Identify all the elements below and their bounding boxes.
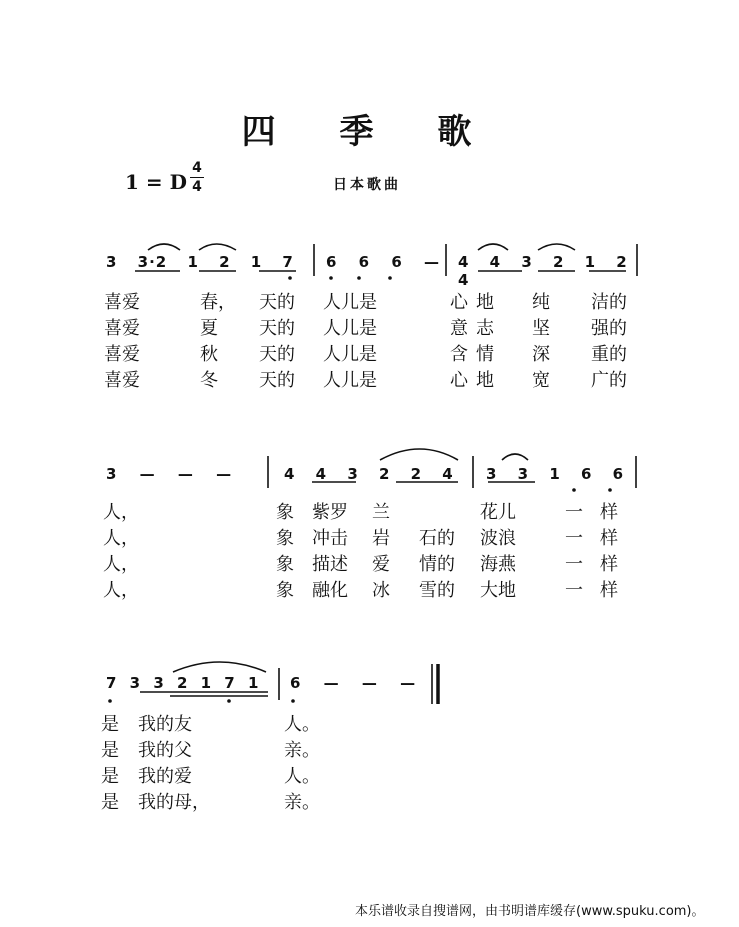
lyric: 海燕 [480,554,516,575]
line1-measure3: 4 4 3 2 1 2 4 [458,253,628,289]
tie [478,244,508,250]
lyric: 春， [200,292,236,313]
line1-measure2: 6 6 6 — [326,253,440,271]
lyric: 天的 [259,344,295,365]
lyric: 心 [450,292,468,313]
lyric: 人。 [284,766,320,787]
lyric: 亲。 [284,792,320,813]
lyric: 人， [103,528,139,549]
lyric: 广的 [591,370,627,391]
octave-dot [357,276,361,280]
lyric: 石的 [419,528,455,549]
lyric: 天的 [259,370,295,391]
time-signature-bottom: 4 [192,179,202,195]
octave-dot [608,488,612,492]
lyric: 人儿是 [323,370,377,391]
lyric: 我的友 [138,714,192,735]
lyric: 样 [600,580,618,601]
octave-dot [572,488,576,492]
tie [502,454,528,460]
lyric: 天的 [259,292,295,313]
lyric: 含 [450,344,468,365]
tie [173,662,266,672]
octave-dot [108,699,112,703]
lyric: 冲击 [312,528,348,549]
lyric: 一 [565,554,583,575]
lyric: 情的 [419,554,455,575]
lyric: 喜爱 [104,318,140,339]
lyric: 是 [101,714,119,735]
lyric: 人， [103,554,139,575]
lyric: 天的 [259,318,295,339]
lyric: 地 [476,370,494,391]
lyric: 岩 [372,528,390,549]
lyric: 我的母， [138,792,210,813]
lyric: 一 [565,580,583,601]
lyric: 象 [276,554,294,575]
source-footer: 本乐谱收录自搜谱网，由书明谱库缓存(www.spuku.com)。 [355,904,705,919]
line2-measure2: 4 4 3 2 2 4 [284,465,454,483]
line1-measure1: 3 3·2 1 2 1 7 [106,253,294,271]
lyric: 人。 [284,714,320,735]
lyric: 一 [565,528,583,549]
octave-dot [227,699,231,703]
octave-dot [291,699,295,703]
tie [380,449,458,460]
lyric: 意 [450,318,468,339]
line3-measure2: 6 — — — [290,674,417,692]
octave-dot [329,276,333,280]
lyric: 喜爱 [104,344,140,365]
lyric: 爱 [372,554,390,575]
lyric: 深 [532,344,550,365]
song-title: 四 季 歌 [241,112,498,152]
lyric: 融化 [312,580,348,601]
lyric: 心 [450,370,468,391]
lyric: 亲。 [284,740,320,761]
lyric: 冰 [372,580,390,601]
lyric: 大地 [480,580,516,601]
lyric: 象 [276,528,294,549]
time-signature-top: 4 [192,160,202,176]
lyric: 是 [101,792,119,813]
tie [148,244,180,250]
lyric: 坚 [532,318,550,339]
lyric: 是 [101,740,119,761]
lyric: 雪的 [419,580,455,601]
lyric: 人， [103,502,139,523]
octave-dot [288,276,292,280]
lyric: 宽 [532,370,550,391]
lyric: 象 [276,580,294,601]
lyric: 我的父 [138,740,192,761]
lyric: 志 [476,318,494,339]
lyric: 秋 [200,344,218,365]
lyric: 纯 [532,292,550,313]
lyric: 人， [103,580,139,601]
lyric: 夏 [200,318,218,339]
lyric: 描述 [312,554,348,575]
lyric: 花儿 [480,502,516,523]
lyric: 地 [476,292,494,313]
lyric: 强的 [591,318,627,339]
lyric: 一 [565,502,583,523]
line2-measure1: 3 — — — [106,465,233,483]
tie [199,244,236,250]
lyric: 样 [600,528,618,549]
lyric: 喜爱 [104,370,140,391]
lyric: 是 [101,766,119,787]
tie [538,244,575,250]
composer-credit: 日本歌曲 [333,177,401,193]
lyric: 样 [600,502,618,523]
lyric: 样 [600,554,618,575]
lyric: 波浪 [480,528,516,549]
lyric: 人儿是 [323,344,377,365]
lyric: 象 [276,502,294,523]
lyric: 重的 [591,344,627,365]
lyric: 兰 [372,502,390,523]
lyric: 情 [476,344,494,365]
lyric: 紫罗 [312,502,348,523]
lyric: 洁的 [591,292,627,313]
key-signature: 1 = D [125,170,187,194]
line2-measure3: 3 3 1 6 6 [486,465,625,483]
lyric: 人儿是 [323,292,377,313]
lyric: 我的爱 [138,766,192,787]
line3-measure1: 7 3 3 2 1 7 1 [106,674,260,692]
lyric: 冬 [200,370,218,391]
lyric: 人儿是 [323,318,377,339]
lyric: 喜爱 [104,292,140,313]
octave-dot [388,276,392,280]
